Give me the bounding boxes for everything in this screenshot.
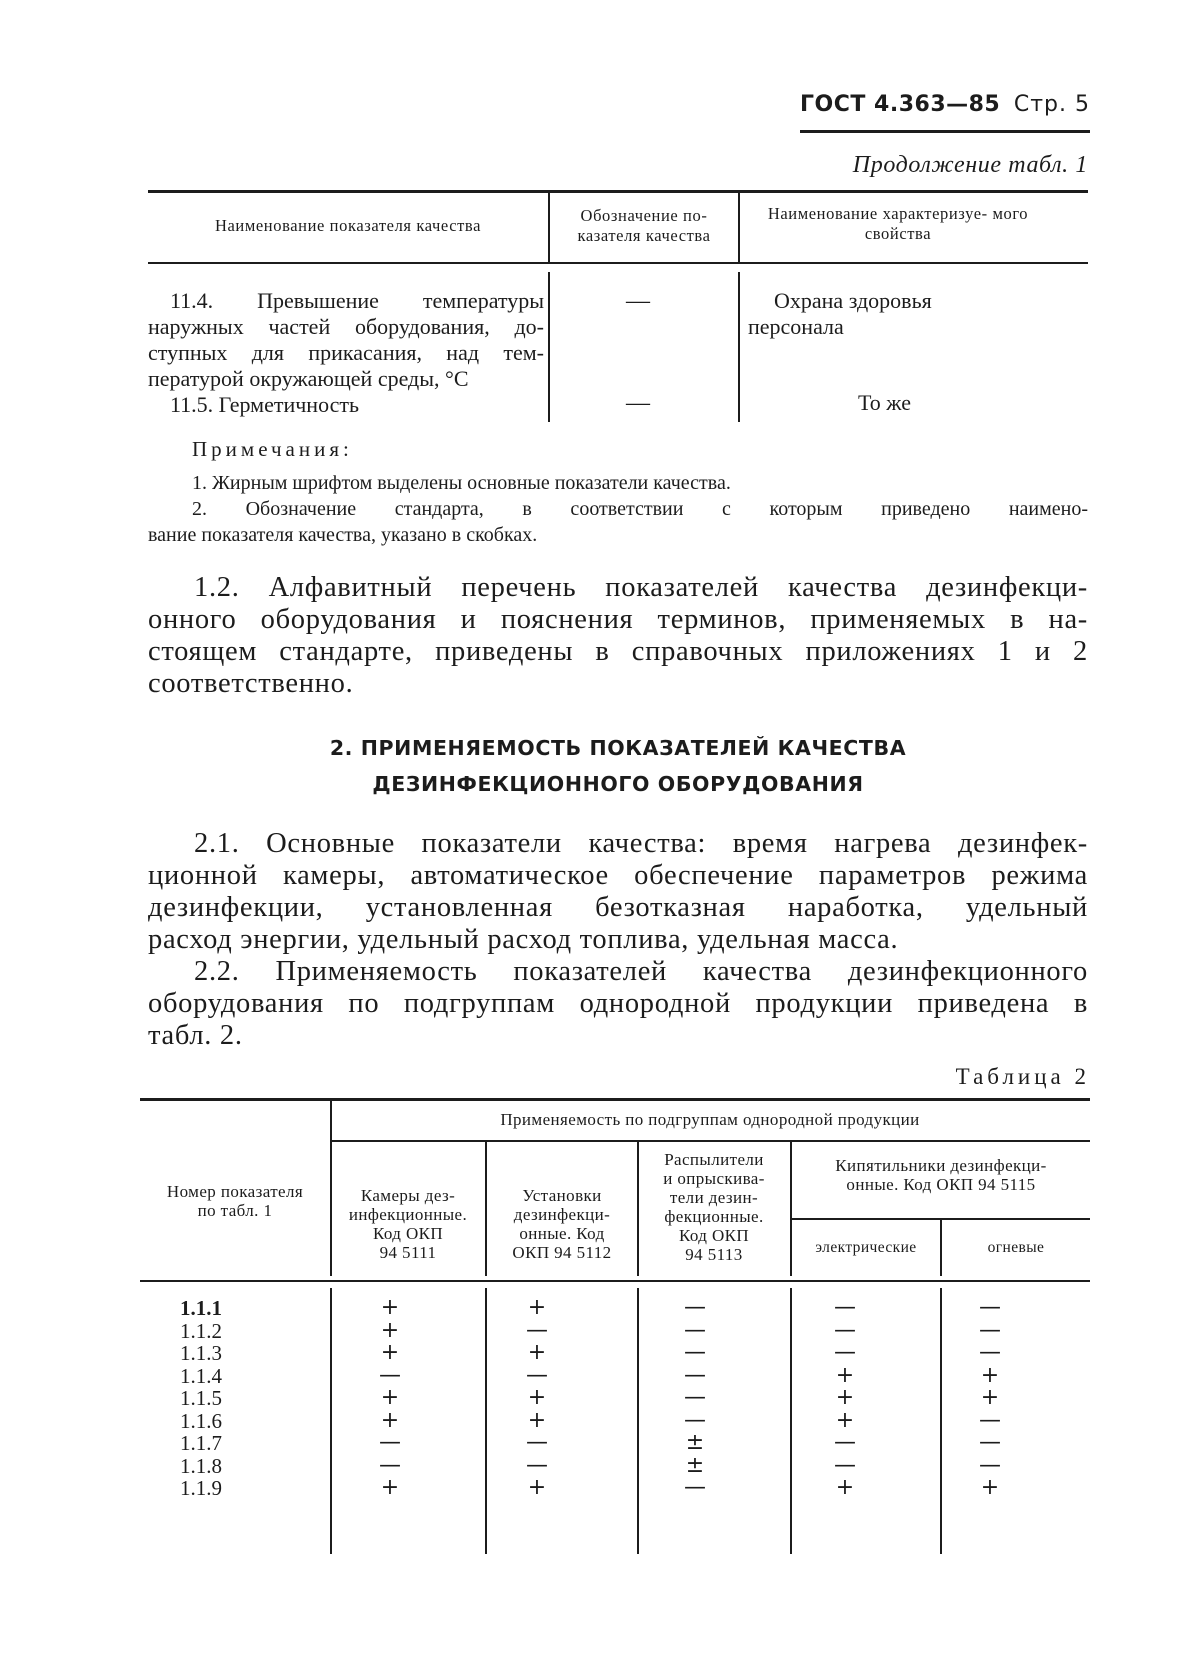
table2-row-number: 1.1.7 [180, 1431, 222, 1455]
table2-cell-value: — [979, 1295, 1001, 1320]
table2-cell-value: — [979, 1317, 1001, 1343]
table2-cell-value: — [684, 1362, 706, 1388]
table2-cell-value: — [684, 1295, 706, 1320]
paragraph-line: 1.2. Алфавитный перечень показателей качества дезинфекци- [194, 572, 1088, 603]
header-line: Кипятильники дезинфекци- [835, 1156, 1047, 1175]
paragraph-line: расход энергии, удельный расход топлива, удельная масса. [148, 924, 899, 955]
header-line: инфекционные. [348, 1205, 468, 1224]
table2-cell-value: — [526, 1452, 548, 1478]
table2-row-number: 1.1.3 [180, 1341, 222, 1365]
header-line: Код ОКП [372, 1224, 444, 1243]
table2-cell-value: + [527, 1295, 547, 1320]
table2-cell-value: + [527, 1407, 547, 1433]
table1-row-name-line: наружных частей оборудования, до- [148, 314, 544, 339]
table2-row-number: 1.1.5 [180, 1386, 222, 1410]
table1-row-property-line: То же [858, 390, 911, 415]
section-2-title: 2. ПРИМЕНЯЕМОСТЬ ПОКАЗАТЕЛЕЙ КАЧЕСТВА [329, 736, 907, 760]
table2-col-divider [940, 1288, 942, 1554]
table2-header-sprayers [639, 1150, 789, 1264]
table2-cell-value: — [979, 1340, 1001, 1365]
table2-group-rule [330, 1140, 1090, 1142]
table1-row-name-line: пературой окружающей среды, °С [148, 366, 469, 391]
table2-col-divider [330, 1288, 332, 1554]
table2-cell-value: + [980, 1362, 1000, 1388]
table2-cell-value: — [526, 1317, 548, 1343]
section-2-title: ДЕЗИНФЕКЦИОННОГО ОБОРУДОВАНИЯ [372, 772, 864, 796]
table1-header-name: Наименование показателя качества [214, 216, 482, 235]
header-line: ОКП 94 5112 [512, 1243, 612, 1262]
header-line: Установки [522, 1186, 602, 1205]
table2-row-number: 1.1.9 [180, 1476, 222, 1500]
table2-cell-value: — [379, 1452, 401, 1478]
table2-cell-value: + [527, 1385, 547, 1410]
notes-title: Примечания: [192, 437, 353, 461]
table2-cell-value: + [380, 1317, 400, 1343]
header-line: Распылители [664, 1150, 764, 1169]
page-header [800, 86, 1090, 133]
table2-top-rule [140, 1098, 1090, 1101]
table2-row-number: 1.1.8 [180, 1453, 222, 1478]
table1-header-rule [148, 262, 1088, 264]
table2-cell-value: + [380, 1295, 400, 1320]
table1-row-property-line: Охрана здоровья [774, 288, 932, 313]
table2-cell-value: — [979, 1430, 1001, 1455]
table2-cell-value: + [527, 1340, 547, 1365]
note-item: 1. Жирным шрифтом выделены основные показатели качества. [192, 472, 731, 494]
table1-header-property: Наименование характеризуе- мого свойства [767, 204, 1029, 243]
table1-col-divider [738, 190, 740, 262]
table1-continuation-caption: Продолжение табл. 1 [852, 152, 1088, 178]
table2-cell-value: + [380, 1385, 400, 1410]
table2-header-electric: электрические [815, 1239, 917, 1256]
header-line: 94 5113 [685, 1245, 743, 1264]
table2-cell-value: — [526, 1430, 548, 1455]
table2-cell-value: — [834, 1295, 856, 1320]
paragraph-2-1 [148, 828, 1088, 956]
table2-cell-value: + [980, 1475, 1000, 1500]
header-line: Код ОКП [678, 1226, 750, 1245]
table2-cell-value: + [380, 1475, 400, 1500]
header-line: фекционные. [664, 1207, 764, 1226]
header-line: Номер показателя [166, 1182, 304, 1201]
paragraph-line: 2.1. Основные показатели качества: время нагрева дезинфек- [194, 828, 1088, 859]
table2-row-number: 1.1.1 [180, 1296, 222, 1320]
table1-top-rule [148, 190, 1088, 193]
table2-cell-value: + [380, 1340, 400, 1365]
header-line: 94 5111 [379, 1243, 437, 1262]
table2-row-number: 1.1.6 [180, 1408, 222, 1433]
table2-header-fire: огневые [987, 1239, 1045, 1256]
table2-col-divider [637, 1288, 639, 1554]
table2-col-divider [790, 1288, 792, 1554]
table2-header-rule [140, 1280, 1090, 1282]
paragraph-2-2 [148, 956, 1088, 1052]
page-number: Стр. 5 [1013, 92, 1090, 117]
table2-row-number: 1.1.4 [180, 1363, 222, 1388]
table1-row-name-line: 11.4. Превышение температуры [170, 288, 544, 313]
table1-row-designation: — [626, 288, 650, 314]
table2-caption: Таблица 2 [955, 1064, 1090, 1089]
table2-cell-value: — [834, 1317, 856, 1343]
header-line: дезинфекци- [513, 1205, 611, 1224]
table2-cell-value: — [684, 1340, 706, 1365]
table2-cell-value: + [835, 1362, 855, 1388]
table2-cell-value: — [684, 1475, 706, 1500]
table1-row-designation: — [626, 390, 650, 416]
table2-header-chambers [332, 1186, 484, 1262]
table2-cell-value: — [834, 1430, 856, 1455]
note-item: 2. Обозначение стандарта, в соответствии с которым приведено наимено- [192, 498, 1088, 520]
table2-cell-value: + [380, 1407, 400, 1433]
table1-row-name-line: 11.5. Герметичность [170, 392, 360, 417]
paragraph-line: онного оборудования и пояснения терминов, применяемых в на- [148, 604, 1088, 635]
table2-cell-value: ± [685, 1430, 705, 1455]
paragraph-line: соответственно. [148, 668, 354, 699]
table1-row-property-line: персонала [748, 314, 844, 339]
header-line: тели дезин- [669, 1188, 759, 1207]
table1-row-name-line: ступных для прикасания, над тем- [148, 340, 544, 365]
table2-cell-value: — [379, 1430, 401, 1455]
header-line: Камеры дез- [360, 1186, 456, 1205]
table2-cell-value: — [834, 1452, 856, 1478]
note-item: вание показателя качества, указано в скобках. [148, 524, 538, 546]
table2-header-installations [487, 1186, 637, 1262]
table2-group-header: Применяемость по подгруппам однородной продукции [500, 1110, 920, 1129]
table2-cell-value: — [379, 1362, 401, 1388]
table1-col-divider [548, 272, 550, 422]
paragraph-line: оборудования по подгруппам однородной продукции приведена в [148, 988, 1088, 1019]
header-line: онные. Код [519, 1224, 605, 1243]
header-line: онные. Код ОКП 94 5115 [846, 1175, 1036, 1194]
table1-col-divider [738, 272, 740, 422]
paragraph-line: дезинфекции, установленная безотказная наработка, удельный [148, 892, 1088, 923]
table2-cell-value: — [834, 1340, 856, 1365]
table1-col-divider [548, 190, 550, 262]
table2-row-number: 1.1.2 [180, 1318, 222, 1343]
header-line: по табл. 1 [197, 1201, 273, 1220]
table2-col-divider [485, 1288, 487, 1554]
paragraph-line: 2.2. Применяемость показателей качества дезинфекционного [194, 956, 1088, 987]
header-line: и опрыскива- [663, 1169, 765, 1188]
table2-cell-value: — [526, 1362, 548, 1388]
table2-header-row-num [140, 1182, 330, 1220]
table2 [140, 1098, 1090, 1558]
table2-cell-value: — [684, 1385, 706, 1410]
paragraph-line: стоящем стандарте, приведены в справочных приложениях 1 и 2 [148, 636, 1088, 667]
table2-cell-value: + [835, 1475, 855, 1500]
table2-cell-value: + [980, 1385, 1000, 1410]
paragraph-1-2 [148, 572, 1088, 700]
paragraph-line: ционной камеры, автоматическое обеспечение параметров режима [148, 860, 1088, 891]
table2-cell-value: ± [685, 1452, 705, 1478]
table2-cell-value: — [684, 1407, 706, 1433]
table2-header-boilers [792, 1156, 1090, 1194]
table1 [148, 190, 1088, 422]
paragraph-line: табл. 2. [148, 1020, 243, 1051]
table2-cell-value: — [979, 1452, 1001, 1478]
table1-header-designation: Обозначение по- казателя качества [577, 206, 711, 245]
table2-cell-value: + [527, 1475, 547, 1500]
standard-number: ГОСТ 4.363—85 [800, 92, 1001, 117]
table2-cell-value: — [979, 1407, 1001, 1433]
table2-cell-value: + [835, 1385, 855, 1410]
table2-cell-value: — [684, 1317, 706, 1343]
table2-cell-value: + [835, 1407, 855, 1433]
